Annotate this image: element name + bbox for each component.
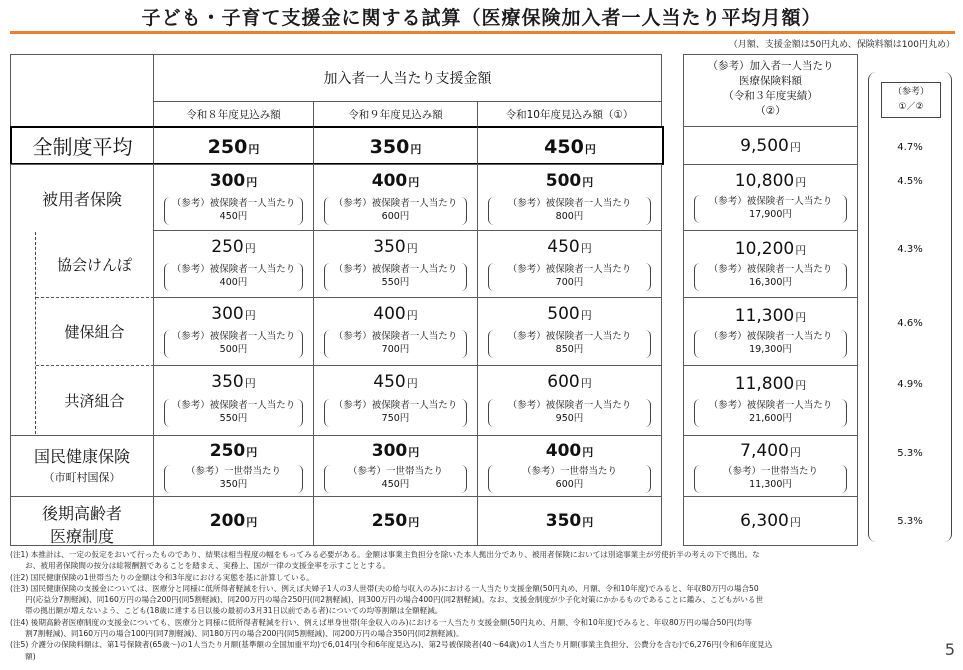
ref-note: （参考）被保険者一人当たり 850円 (488, 330, 651, 358)
value-all-r10: 450円 (544, 136, 596, 158)
cell-all-r8 (153, 126, 314, 165)
cell-kokuho-r9: 300円 （参考）一世帯当たり 450円 (313, 435, 478, 497)
cell-kokuho-r10: 400円 （参考）一世帯当たり 600円 (477, 435, 662, 497)
ratio-all: 4.7% (897, 142, 923, 153)
ref-note: （参考）被保険者一人当たり 550円 (164, 399, 303, 427)
cell-kenpo-r8: 300円 （参考）被保険者一人当たり 500円 (153, 297, 314, 366)
ref-note: （参考）被保険者一人当たり 17,900円 (694, 195, 847, 223)
col-header-r9: 令和９年度見込み額 (313, 101, 478, 127)
title-underline (10, 31, 955, 34)
ref-note: （参考）一世帯当たり 600円 (488, 465, 651, 493)
ref-note: （参考）被保険者一人当たり 800円 (488, 197, 651, 225)
cell-employee-premium: 10,800円 （参考）被保険者一人当たり 17,900円 (683, 164, 858, 231)
footnotes: (注1) 本推計は、一定の仮定をおいて行ったものであり、結果は相当程度の幅をもってみる必要がある。金額は事業主負担分を除いた本人拠出分であり、被用者保険においては別途事業主が労使折半の考えの下で拠出。な お、被用者保険間の按分は総報酬割であることを踏まえ、実務上、国が一律の支援金率を示すこととする。 (注2) 国民健康保険の1世帯当たりの金額は令和3年度における実態を基に計算している。 (注3) 国民健康保険の支援金については、医療分と同様に低所得者軽減を行い、例えば夫婦子1人の3人世帯(夫の給与収入のみ)における一人当たり支援金額(50円丸め、月額、令和10年度)でみると、年収80万円の場合50 円(応益分7割軽減)、同160万円の場合200円(同5割軽減)、同200万円の場合250円(同2割軽減)、同300万円の場合400円(同2割軽減)。なお、支援金制度が少子化対策にかかるものであることに鑑み、こどもがいる世 帯の拠出額が増えないよう、こども(18歳に達する日以後の最初の3月31日以前である者)についての均等割額は全額軽減。 (注4) 後期高齢者医療制度の支援金についても、医療分と同様に低所得者軽減を行い、例えば単身世帯(年金収入のみ)における一人当たり支援金額(50円丸め、月額、令和10年度)でみると、年収80万円の場合50円(均等 割7割軽減)、同160万円の場合100円(同7割軽減)、同180万円の場合200円(同5割軽減)、同200万円の場合350円(同2割軽減)。 (注5) 介護分の保険料額は、第1号保険者(65歳～)の1人当たり月額(基準額の全国加重平均)で6,014円(令和6年度見込み)、第2号被保険者(40～64歳)の1人当たり月額(事業主負担分、公費分を含む)で6,276円(令和6年度見込 額) (10, 550, 773, 661)
row-label-kokuho: 国民健康保険 （市町村国保） (10, 435, 154, 497)
cell-kokuho-premium: 7,400円 （参考）一世帯当たり 11,300円 (683, 435, 858, 497)
ref-note: （参考）被保険者一人当たり 400円 (164, 263, 303, 291)
ratio-kokuho: 5.3% (897, 448, 923, 459)
cell-kyosai-premium: 11,800円 （参考）被保険者一人当たり 21,600円 (683, 365, 858, 436)
ref-note: （参考）被保険者一人当たり 16,300円 (694, 263, 847, 291)
cell-employee-r9: 400円 （参考）被保険者一人当たり 600円 (313, 164, 478, 231)
row-label-kyokai: 協会けんぽ (56, 255, 132, 274)
cell-koki-premium: 6,300円 (683, 496, 858, 546)
ref-note: （参考）一世帯当たり 350円 (164, 465, 303, 493)
value-all-r9: 350円 (369, 136, 422, 158)
cell-koki-r9: 250円 (313, 496, 478, 546)
premium-header: （参考）加入者一人当たり 医療保険料額 （令和３年度実績） （②） (683, 54, 858, 127)
cell-employee-r10: 500円 （参考）被保険者一人当たり 800円 (477, 164, 662, 231)
cell-kyosai-r10: 600円 （参考）被保険者一人当たり 950円 (477, 365, 662, 436)
ref-note: （参考）一世帯当たり 11,300円 (694, 465, 847, 493)
cell-koki-r8: 200円 (153, 496, 314, 546)
ratio-koki: 5.3% (897, 516, 923, 527)
ratio-kyokai: 4.3% (897, 244, 923, 255)
col-header-r10: 令和10年度見込み額（①） (477, 101, 662, 127)
cell-kenpo-r10: 500円 （参考）被保険者一人当たり 850円 (477, 297, 662, 366)
ratio-kyosai: 4.9% (897, 379, 923, 390)
cell-kyokai-r8: 250円 （参考）被保険者一人当たり 400円 (153, 230, 314, 298)
cell-kokuho-r8: 250円 （参考）一世帯当たり 350円 (153, 435, 314, 497)
group-header: 加入者一人当たり支援金額 (153, 54, 662, 102)
page-title: 子ども・子育て支援金に関する試算（医療保険加入者一人当たり平均月額） (141, 7, 822, 29)
ref-note: （参考）被保険者一人当たり 550円 (324, 263, 467, 291)
cell-kyokai-premium: 10,200円 （参考）被保険者一人当たり 16,300円 (683, 230, 858, 298)
cell-kyosai-r8: 350円 （参考）被保険者一人当たり 550円 (153, 365, 314, 436)
ratio-kenpo: 4.6% (897, 318, 923, 329)
ref-note: （参考）一世帯当たり 450円 (324, 465, 467, 493)
cell-kenpo-premium: 11,300円 （参考）被保険者一人当たり 19,300円 (683, 297, 858, 366)
value-all-premium: 9,500円 (740, 136, 801, 156)
row-label-koki: 後期高齢者 医療制度 (10, 496, 154, 546)
cell-koki-r10: 350円 (477, 496, 662, 546)
cell-employee-r8: 300円 （参考）被保険者一人当たり 450円 (153, 164, 314, 231)
row-label-kenpo: 健保組合 (64, 323, 125, 341)
units-note: （月額、支援金額は50円丸め、保険料額は100円丸め） (728, 40, 955, 50)
ref-note: （参考）被保険者一人当たり 500円 (164, 330, 303, 358)
ref-note: （参考）被保険者一人当たり 450円 (164, 197, 303, 225)
ref-note: （参考）被保険者一人当たり 700円 (324, 330, 467, 358)
ratio-header: （参考） ①／② (881, 82, 941, 118)
cell-kyokai-r9: 350円 （参考）被保険者一人当たり 550円 (313, 230, 478, 298)
cell-all-r10 (477, 126, 664, 165)
ref-note: （参考）被保険者一人当たり 600円 (324, 197, 467, 225)
col-header-r8: 令和８年度見込み額 (153, 101, 314, 127)
ref-note: （参考）被保険者一人当たり 700円 (488, 263, 651, 291)
ref-note: （参考）被保険者一人当たり 950円 (488, 399, 651, 427)
ref-note: （参考）被保険者一人当たり 21,600円 (694, 399, 847, 427)
ref-note: （参考）被保険者一人当たり 19,300円 (694, 330, 847, 358)
cell-kyokai-r10: 450円 （参考）被保険者一人当たり 700円 (477, 230, 662, 298)
corner-cell (10, 54, 154, 127)
row-label-kyosai: 共済組合 (64, 392, 125, 410)
ref-note: （参考）被保険者一人当たり 750円 (324, 399, 467, 427)
cell-kyosai-r9: 450円 （参考）被保険者一人当たり 750円 (313, 365, 478, 436)
page-number: 5 (944, 640, 955, 659)
cell-all-r9 (313, 126, 478, 165)
ratio-employee: 4.5% (897, 176, 923, 187)
row-label-employee: 被用者保険 (10, 164, 154, 231)
cell-all-premium (683, 126, 858, 165)
value-all-r8: 250円 (207, 136, 260, 158)
row-label-all: 全制度平均 (10, 126, 154, 165)
ratio-column (868, 72, 952, 542)
cell-kenpo-r9: 400円 （参考）被保険者一人当たり 700円 (313, 297, 478, 366)
